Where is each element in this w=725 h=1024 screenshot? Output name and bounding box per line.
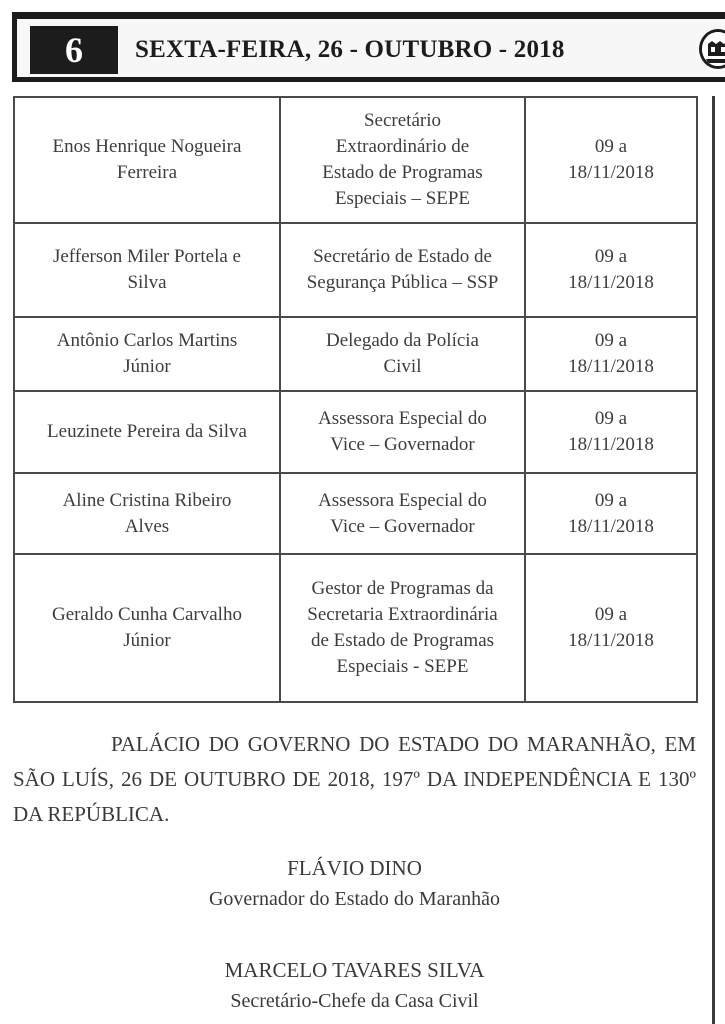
signatory-name: FLÁVIO DINO bbox=[287, 856, 422, 880]
person-role: Secretário de Estado de Segurança Pública – SSP bbox=[280, 223, 525, 317]
table-row bbox=[14, 317, 697, 391]
travel-period: 09 a 18/11/2018 bbox=[525, 473, 697, 554]
table-row bbox=[14, 223, 697, 317]
table-row bbox=[14, 473, 697, 554]
table-row bbox=[14, 97, 697, 223]
closing-text: PALÁCIO DO GOVERNO DO ESTADO DO MARANHÃO, EM SÃO LUÍS, 26 DE OUTUBRO DE 2018, 197º DA INDEPENDÊNCIA E 130º DA REPÚBLICA. bbox=[13, 732, 696, 826]
person-name: Aline Cristina Ribeiro Alves bbox=[14, 473, 280, 554]
closing-paragraph bbox=[13, 727, 696, 832]
page-header bbox=[12, 12, 725, 82]
table-row bbox=[14, 554, 697, 702]
person-role: Assessora Especial do Vice – Governador bbox=[280, 473, 525, 554]
person-name: Antônio Carlos Martins Júnior bbox=[14, 317, 280, 391]
signature-block-governor bbox=[13, 852, 696, 914]
person-role: Delegado da Polícia Civil bbox=[280, 317, 525, 391]
person-name: Jefferson Miler Portela e Silva bbox=[14, 223, 280, 317]
page-number: 6 bbox=[30, 26, 118, 74]
person-role: Assessora Especial do Vice – Governador bbox=[280, 391, 525, 473]
person-name: Geraldo Cunha Carvalho Júnior bbox=[14, 554, 280, 702]
person-role: Gestor de Programas da Secretaria Extraordinária de Estado de Programas Especiais - SEPE bbox=[280, 554, 525, 702]
signature-block-chief-of-staff bbox=[13, 954, 696, 1016]
travel-period: 09 a 18/11/2018 bbox=[525, 554, 697, 702]
travel-period: 09 a 18/11/2018 bbox=[525, 97, 697, 223]
signatory-role: Secretário-Chefe da Casa Civil bbox=[230, 990, 479, 1012]
person-role: Secretário Extraordinário de Estado de Programas Especiais – SEPE bbox=[280, 97, 525, 223]
signatory-role: Governador do Estado do Maranhão bbox=[208, 888, 501, 910]
page-header-band bbox=[17, 19, 725, 77]
travel-period: 09 a 18/11/2018 bbox=[525, 391, 697, 473]
travel-period: 09 a 18/11/2018 bbox=[525, 317, 697, 391]
edition-date: SEXTA-FEIRA, 26 - OUTUBRO - 2018 bbox=[135, 36, 565, 63]
signatory-name: MARCELO TAVARES SILVA bbox=[224, 958, 485, 982]
state-coat-of-arms-icon bbox=[699, 29, 725, 69]
table-row bbox=[14, 391, 697, 473]
travel-period: 09 a 18/11/2018 bbox=[525, 223, 697, 317]
person-name: Leuzinete Pereira da Silva bbox=[14, 391, 280, 473]
person-name: Enos Henrique Nogueira Ferreira bbox=[14, 97, 280, 223]
column-rule bbox=[712, 96, 715, 1024]
appointments-table bbox=[13, 96, 698, 703]
